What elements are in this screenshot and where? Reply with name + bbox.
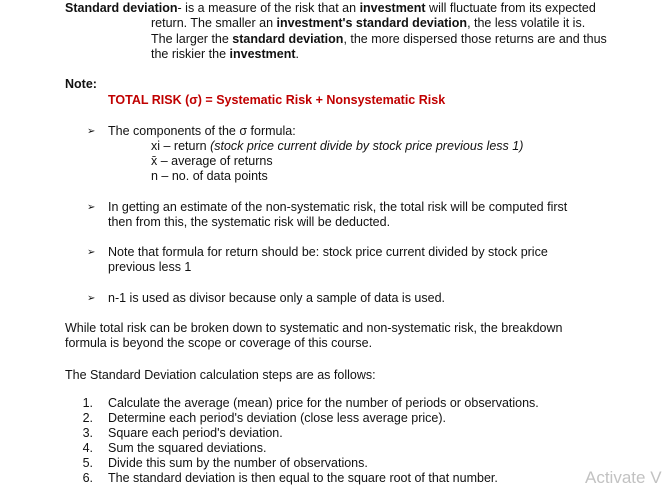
breakdown-paragraph-line-2: formula is beyond the scope or coverage of this course. (65, 336, 373, 350)
bullet-divisor: n-1 is used as divisor because only a sample of data is used. (108, 291, 445, 305)
breakdown-paragraph-line-1: While total risk can be broken down to systematic and non-systematic risk, the breakdown (65, 321, 563, 335)
step-text: Square each period's deviation. (108, 426, 283, 440)
step-number: 1. (82, 396, 93, 410)
step-text: The standard deviation is then equal to the square root of that number. (108, 471, 498, 485)
step-number: 6. (82, 471, 93, 485)
definition-line-2: return. The smaller an investment's standard deviation, the less volatile it is. (151, 16, 586, 30)
bullet-arrow-icon: ➢ (87, 293, 96, 304)
note-label: Note: (65, 77, 97, 91)
bullet-return-formula-line-1: Note that formula for return should be: stock price current divided by stock price (108, 245, 548, 259)
step-text: Calculate the average (mean) price for the number of periods or observations. (108, 396, 539, 410)
bullet-nonsystematic-line-2: then from this, the systematic risk will be deducted. (108, 215, 391, 229)
total-risk-formula: TOTAL RISK (σ) = Systematic Risk + Nonsystematic Risk (108, 93, 446, 107)
definition-term: Standard deviation (65, 1, 178, 15)
step-number: 3. (82, 426, 93, 440)
component-xbar: x̄ – average of returns (151, 154, 273, 168)
steps-intro: The Standard Deviation calculation steps are as follows: (65, 368, 376, 382)
definition-line-1: Standard deviation- is a measure of the risk that an investment will fluctuate from its expected (65, 1, 596, 15)
step-text: Sum the squared deviations. (108, 441, 267, 455)
activate-windows-watermark: Activate V (585, 468, 662, 487)
component-xi: xi – return (stock price current divide by stock price previous less 1) (151, 139, 524, 153)
bullet-return-formula-line-2: previous less 1 (108, 260, 192, 274)
components-title: The components of the σ formula: (108, 124, 296, 138)
step-number: 5. (82, 456, 93, 470)
step-number: 2. (82, 411, 93, 425)
bullet-nonsystematic-line-1: In getting an estimate of the non-systematic risk, the total risk will be computed first (108, 200, 568, 214)
step-text: Determine each period's deviation (close less average price). (108, 411, 446, 425)
definition-line-3: The larger the standard deviation, the more dispersed those returns are and thus (151, 32, 607, 46)
definition-line-4: the riskier the investment. (151, 47, 299, 61)
step-number: 4. (82, 441, 93, 455)
bullet-arrow-icon: ➢ (87, 247, 96, 258)
bullet-arrow-icon: ➢ (87, 126, 96, 137)
step-text: Divide this sum by the number of observations. (108, 456, 368, 470)
bullet-arrow-icon: ➢ (87, 202, 96, 213)
component-n: n – no. of data points (151, 169, 268, 183)
